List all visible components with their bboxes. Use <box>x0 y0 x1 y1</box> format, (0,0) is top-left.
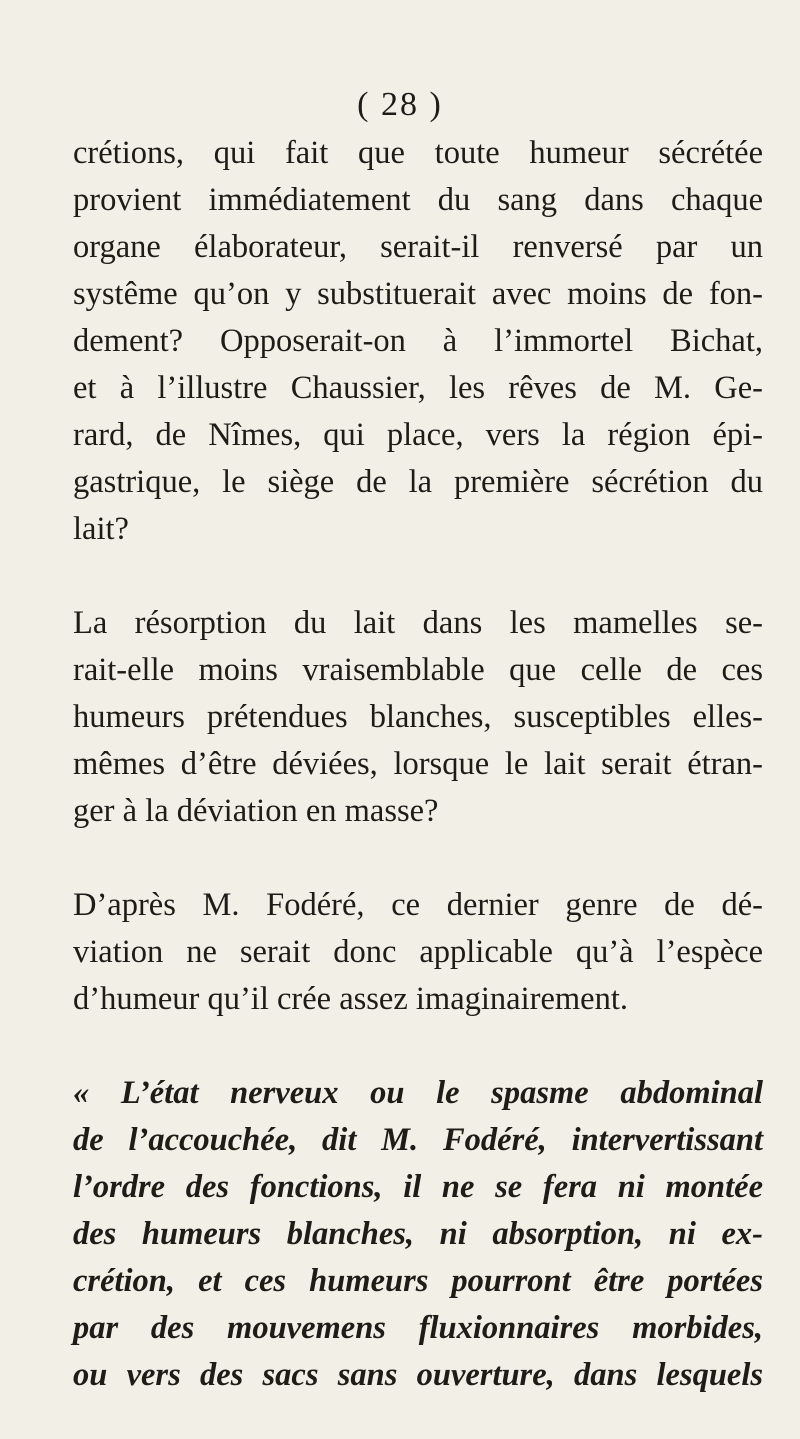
paragraph-2 <box>73 600 763 835</box>
text-line: et à l’illustre Chaussier, les rêves de M. Ge- <box>73 370 763 406</box>
text-line: d’humeur qu’il crée assez imaginairement. <box>73 981 628 1017</box>
text-line: D’après M. Fodéré, ce dernier genre de dé- <box>73 887 763 923</box>
text-line: humeurs prétendues blanches, susceptibles elles- <box>73 699 763 735</box>
text-line: crétion, et ces humeurs pourront être portées <box>73 1263 763 1299</box>
text-line: systême qu’on y substituerait avec moins de fon- <box>73 276 763 312</box>
text-line: La résorption du lait dans les mamelles se- <box>73 605 763 641</box>
text-line: mêmes d’être déviées, lorsque le lait serait étran- <box>73 746 763 782</box>
text-line: organe élaborateur, serait-il renversé par un <box>73 229 763 265</box>
text-line: l’ordre des fonctions, il ne se fera ni montée <box>73 1169 763 1205</box>
text-line: rard, de Nîmes, qui place, vers la région épi- <box>73 417 763 453</box>
paragraph-3 <box>73 882 763 1023</box>
text-line: ger à la déviation en masse? <box>73 793 439 829</box>
text-line: des humeurs blanches, ni absorption, ni ex- <box>73 1216 763 1252</box>
text-line: provient immédiatement du sang dans chaque <box>73 182 763 218</box>
text-line: par des mouvemens fluxionnaires morbides, <box>73 1310 763 1346</box>
paragraph-4-quotation <box>73 1070 763 1399</box>
paragraph-1 <box>73 130 763 553</box>
text-body <box>73 130 763 1399</box>
text-line: ou vers des sacs sans ouverture, dans lesquels <box>73 1357 763 1393</box>
text-line: « L’état nerveux ou le spasme abdominal <box>73 1075 763 1111</box>
text-line: crétions, qui fait que toute humeur sécrétée <box>73 135 763 171</box>
text-line: dement? Opposerait-on à l’immortel Bichat, <box>73 323 763 359</box>
text-line: viation ne serait donc applicable qu’à l’espèce <box>73 934 763 970</box>
text-line: lait? <box>73 511 129 547</box>
page-number: ( 28 ) <box>357 86 443 123</box>
text-line: de l’accouchée, dit M. Fodéré, intervertissant <box>73 1122 763 1158</box>
text-line: rait-elle moins vraisemblable que celle de ces <box>73 652 763 688</box>
text-line: gastrique, le siège de la première sécrétion du <box>73 464 763 500</box>
